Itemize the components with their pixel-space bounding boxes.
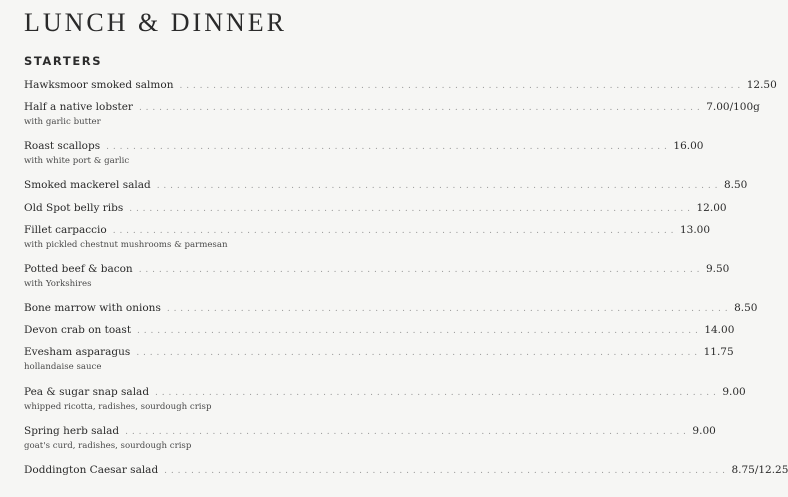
item-price: 12.50 [746,79,777,91]
dot-leader: . . . . . . . . . . . . . . . . . . . . . . . . . . . . . . . . . . . . . . . . . . . . . . . . . . . . . . . . . . . . . . . . . . . . . . . . . . . . . . . . . . . . [166,304,729,314]
dot-leader: . . . . . . . . . . . . . . . . . . . . . . . . . . . . . . . . . . . . . . . . . . . . . . . . . . . . . . . . . . . . . . . . . . . . . . . . . . . . . . . . . . . . [106,142,668,152]
section-heading-starters: STARTERS [24,54,103,68]
page-title: LUNCH & DINNER [24,8,287,37]
item-name: Old Spot belly ribs [24,202,124,214]
menu-item [24,323,735,339]
dot-leader: . . . . . . . . . . . . . . . . . . . . . . . . . . . . . . . . . . . . . . . . . . . . . . . . . . . . . . . . . . . . . . . . . . . . . . . . . . . . . . . . . . . . [112,226,674,236]
item-description: whipped ricotta, radishes, sourdough crisp [24,402,212,412]
menu-item [24,301,758,317]
menu-item [24,100,760,128]
item-price: 9.50 [705,263,730,275]
item-price: 14.00 [704,324,735,336]
menu-item [24,463,788,479]
item-name: Doddington Caesar salad [24,464,159,476]
menu-item [24,424,716,452]
menu-item [24,262,730,290]
item-price: 12.00 [696,202,727,214]
item-name: Pea & sugar snap salad [24,386,150,398]
item-description: with garlic butter [24,117,101,127]
item-price: 9.00 [692,425,716,437]
dot-leader: . . . . . . . . . . . . . . . . . . . . . . . . . . . . . . . . . . . . . . . . . . . . . . . . . . . . . . . . . . . . . . . . . . . . . . . . . . . . . . . . . . . . [137,326,699,336]
menu-item [24,78,777,94]
item-price: 9.00 [722,386,746,398]
item-price: 7.00/100g [706,101,760,113]
dot-leader: . . . . . . . . . . . . . . . . . . . . . . . . . . . . . . . . . . . . . . . . . . . . . . . . . . . . . . . . . . . . . . . . . . . . . . . . . . . . . . . . . . . . [179,81,741,91]
menu-item [24,139,704,167]
menu-item [24,223,711,251]
item-price: 8.75/12.25 [731,464,788,476]
item-name: Potted beef & bacon [24,263,133,275]
item-name: Roast scallops [24,140,101,152]
dot-leader: . . . . . . . . . . . . . . . . . . . . . . . . . . . . . . . . . . . . . . . . . . . . . . . . . . . . . . . . . . . . . . . . . . . . . . . . . . . . . . . . . . . . [129,204,691,214]
menu-list [24,0,788,497]
menu-item [24,385,746,413]
item-price: 16.00 [673,140,704,152]
item-price: 8.50 [734,302,758,314]
item-name: Devon crab on toast [24,324,132,336]
item-name: Bone marrow with onions [24,302,161,314]
menu-item [24,178,748,194]
item-name: Smoked mackerel salad [24,179,151,191]
item-name: Half a native lobster [24,101,133,113]
dot-leader: . . . . . . . . . . . . . . . . . . . . . . . . . . . . . . . . . . . . . . . . . . . . . . . . . . . . . . . . . . . . . . . . . . . . . . . . . . . . . . . . . . . . [125,427,687,437]
item-price: 11.75 [703,346,734,358]
item-description: goat's curd, radishes, sourdough crisp [24,441,192,451]
dot-leader: . . . . . . . . . . . . . . . . . . . . . . . . . . . . . . . . . . . . . . . . . . . . . . . . . . . . . . . . . . . . . . . . . . . . . . . . . . . . . . . . . . . . [155,388,717,398]
item-description: with pickled chestnut mushrooms & parmesan [24,240,228,250]
menu-item [24,345,734,373]
item-name: Hawksmoor smoked salmon [24,79,174,91]
dot-leader: . . . . . . . . . . . . . . . . . . . . . . . . . . . . . . . . . . . . . . . . . . . . . . . . . . . . . . . . . . . . . . . . . . . . . . . . . . . . . . . . . . . . [156,181,718,191]
dot-leader: . . . . . . . . . . . . . . . . . . . . . . . . . . . . . . . . . . . . . . . . . . . . . . . . . . . . . . . . . . . . . . . . . . . . . . . . . . . . . . . . . . . . [138,265,700,275]
item-price: 8.50 [723,179,748,191]
menu-item [24,201,727,217]
dot-leader: . . . . . . . . . . . . . . . . . . . . . . . . . . . . . . . . . . . . . . . . . . . . . . . . . . . . . . . . . . . . . . . . . . . . . . . . . . . . . . . . . . . . [138,103,701,113]
item-description: hollandaise sauce [24,362,102,372]
dot-leader: . . . . . . . . . . . . . . . . . . . . . . . . . . . . . . . . . . . . . . . . . . . . . . . . . . . . . . . . . . . . . . . . . . . . . . . . . . . . . . . . . . . . [136,348,698,358]
dot-leader: . . . . . . . . . . . . . . . . . . . . . . . . . . . . . . . . . . . . . . . . . . . . . . . . . . . . . . . . . . . . . . . . . . . . . . . . . . . . . . . . . . . . [164,466,726,476]
item-name: Evesham asparagus [24,346,131,358]
item-description: with white port & garlic [24,156,130,166]
item-price: 13.00 [679,224,711,236]
item-name: Fillet carpaccio [24,224,107,236]
item-description: with Yorkshires [24,279,92,289]
item-name: Spring herb salad [24,425,120,437]
